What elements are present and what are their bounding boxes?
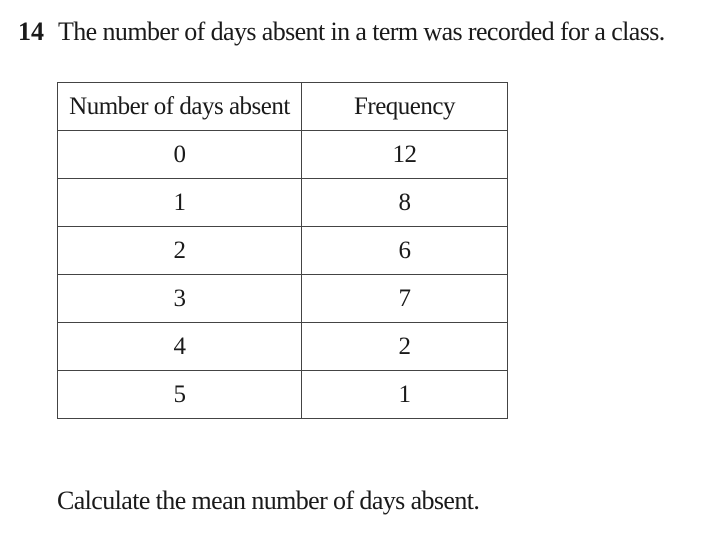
days-absent-cell: 0 — [58, 131, 302, 179]
days-absent-cell: 3 — [58, 275, 302, 323]
frequency-cell: 8 — [302, 179, 508, 227]
days-absent-cell: 5 — [58, 371, 302, 419]
question-text: The number of days absent in a term was recorded for a class. — [58, 17, 665, 46]
frequency-table — [57, 82, 508, 419]
header-frequency: Frequency — [302, 83, 508, 131]
days-absent-cell: 2 — [58, 227, 302, 275]
table-row — [58, 275, 508, 323]
table-row — [58, 179, 508, 227]
days-absent-cell: 4 — [58, 323, 302, 371]
frequency-cell: 1 — [302, 371, 508, 419]
frequency-cell: 2 — [302, 323, 508, 371]
table-header-row — [58, 83, 508, 131]
question-header — [18, 14, 665, 50]
days-absent-cell: 1 — [58, 179, 302, 227]
table-row — [58, 323, 508, 371]
frequency-cell: 12 — [302, 131, 508, 179]
frequency-cell: 6 — [302, 227, 508, 275]
frequency-cell: 7 — [302, 275, 508, 323]
table-row — [58, 227, 508, 275]
question-prompt: Calculate the mean number of days absent. — [57, 486, 480, 515]
table-row — [58, 131, 508, 179]
table-row — [58, 371, 508, 419]
question-number: 14 — [18, 17, 44, 46]
header-days-absent: Number of days absent — [58, 83, 302, 131]
